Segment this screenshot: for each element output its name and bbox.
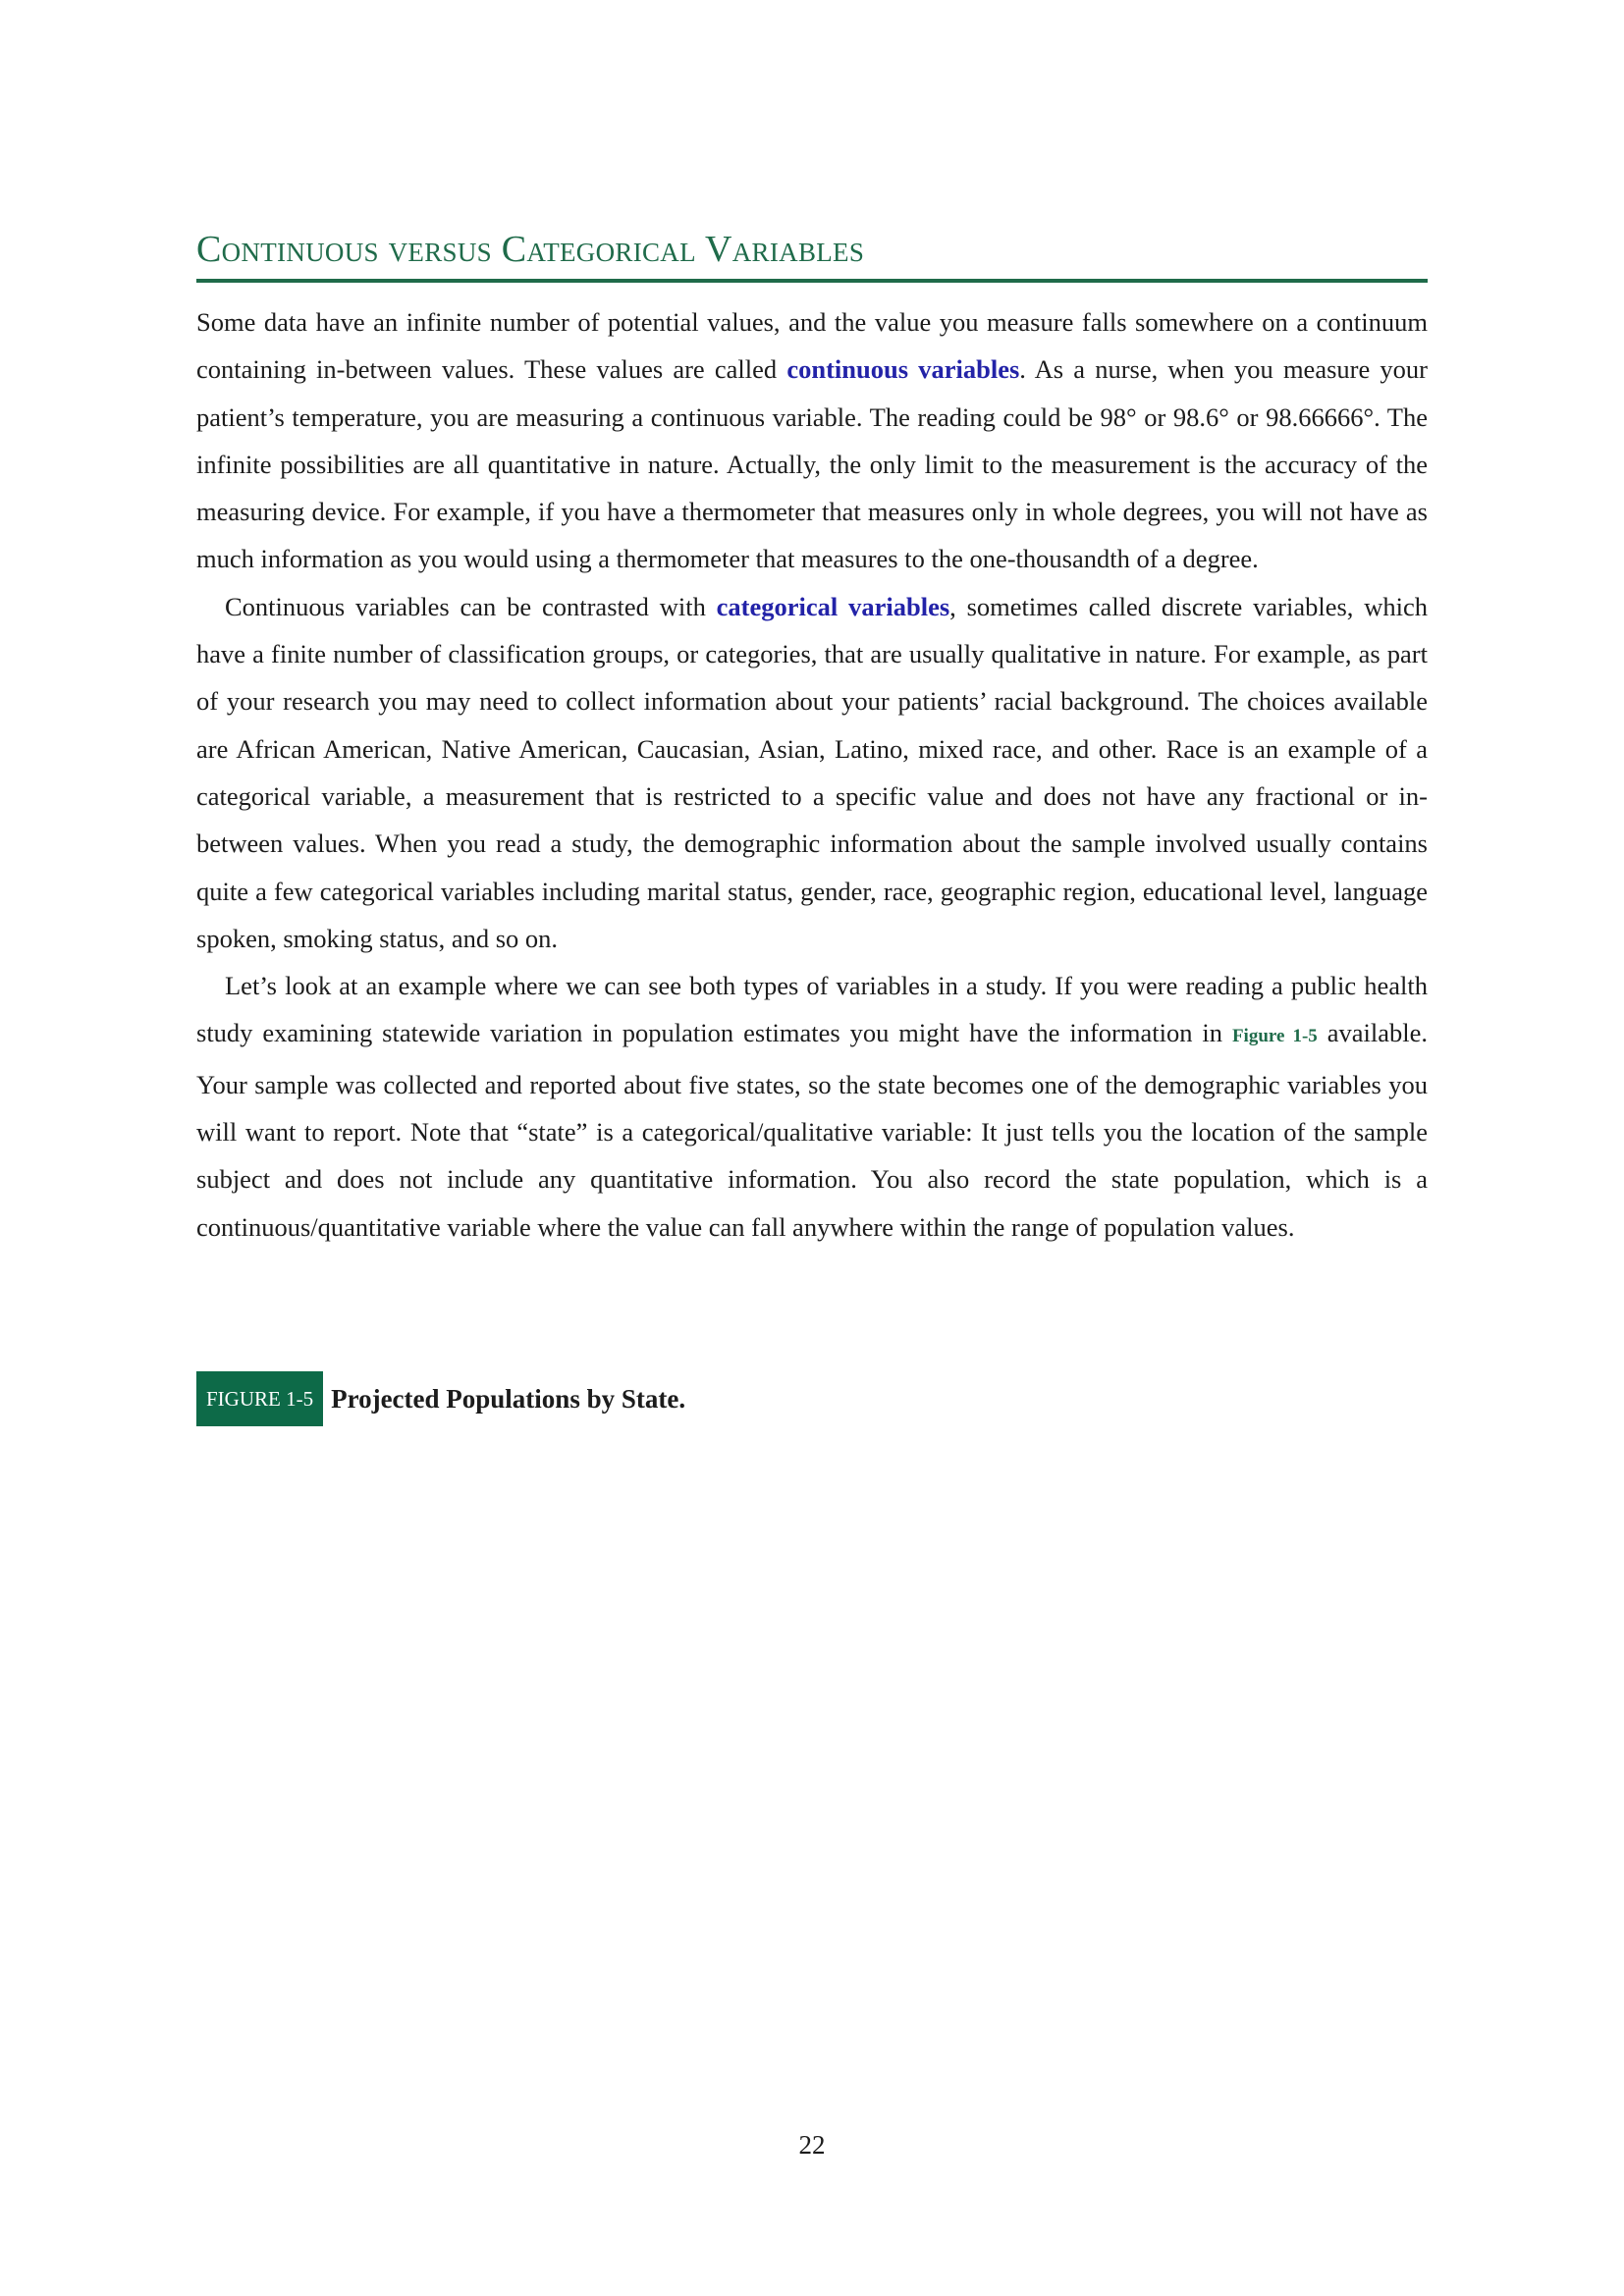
- paragraph-example: [196, 962, 1428, 1251]
- term-continuous-variables: continuous variables: [786, 354, 1020, 385]
- figure-reference-link[interactable]: Figure 1-5: [1231, 1026, 1318, 1047]
- page-number: 22: [798, 2130, 826, 2160]
- term-categorical-variables: categorical variables: [716, 591, 950, 621]
- paragraph-text: available. Your sample was collected and reported about five states, so the state becomes one of the demographic variables you will want to report. Note that “state” is a categorical/qualitative variable: It just tells you the location of the sample subject and does not include any quantitative information. You also record the state population, which is a continuous/quantitative variable where the value can fall anywhere within the range of population values.: [196, 1018, 1428, 1242]
- paragraph-text: Continuous variables can be contrasted with: [225, 591, 717, 621]
- paragraph-text: , sometimes called discrete variables, which have a finite number of classification groups, or categories, that are usually qualitative in nature. For example, as part of your research you may need to collect information about your patients’ racial background. The choices available are African American, Native American, Caucasian, Asian, Latino, mixed race, and other. Race is an example of a categorical variable, a measurement that is restricted to a specific value and does not have any fractional or in-between values. When you read a study, the demographic information about the sample involved usually contains quite a few categorical variables including marital status, gender, race, geographic region, educational level, language spoken, smoking status, and so on.: [196, 591, 1428, 953]
- paragraph-text: Some data have an infinite number of potential values, and the value you measure falls somewhere on a continuum containing in-between values. These values are called: [196, 307, 1428, 385]
- paragraph-categorical: [196, 583, 1428, 962]
- figure-title: Projected Populations by State.: [331, 1383, 686, 1414]
- body-text: [196, 298, 1428, 1251]
- figure-caption: [196, 1371, 685, 1426]
- paragraph-text: . As a nurse, when you measure your patient’s temperature, you are measuring a continuous variable. The reading could be 98° or 98.6° or 98.66666°. The infinite possibilities are all quantitative in nature. Actually, the only limit to the measurement is the accuracy of the measuring device. For example, if you have a thermometer that measures only in whole degrees, you will not have as much information as you would using a thermometer that measures to the one-thousandth of a degree.: [196, 354, 1428, 574]
- paragraph-continuous: [196, 298, 1428, 583]
- paragraph-text: Let’s look at an example where we can see both types of variables in a study. If you were reading a public health study examining statewide variation in population estimates you might have the information in: [196, 971, 1428, 1048]
- section-heading: Continuous versus Categorical Variables: [196, 222, 1428, 283]
- figure-label-badge: FIGURE 1-5: [196, 1371, 323, 1426]
